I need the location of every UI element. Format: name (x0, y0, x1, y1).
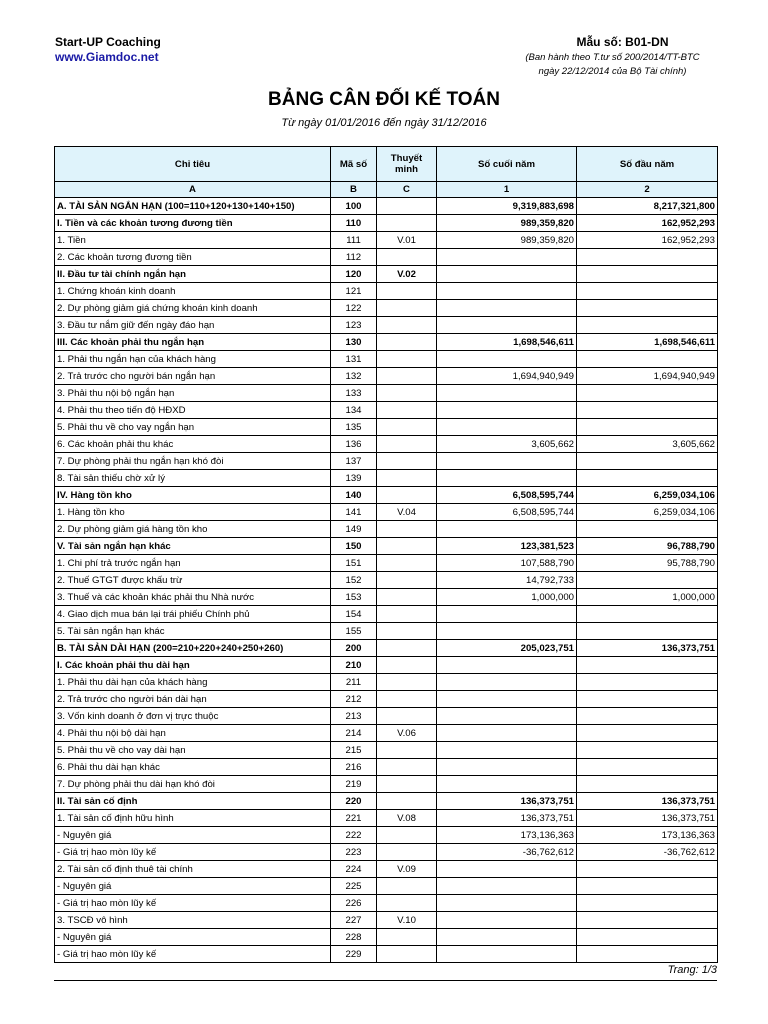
table-row (55, 351, 718, 368)
cell-end-of-year: 136,373,751 (437, 810, 577, 827)
cell-end-of-year (437, 300, 577, 317)
cell-code: 150 (331, 538, 377, 555)
cell-note (377, 793, 437, 810)
cell-item: 1. Phải thu ngắn hạn của khách hàng (55, 351, 331, 368)
cell-beginning-of-year (577, 759, 718, 776)
cell-beginning-of-year (577, 929, 718, 946)
issued-note (505, 51, 720, 79)
cell-beginning-of-year (577, 521, 718, 538)
cell-note (377, 538, 437, 555)
cell-beginning-of-year (577, 708, 718, 725)
cell-code: 130 (331, 334, 377, 351)
cell-beginning-of-year: 162,952,293 (577, 215, 718, 232)
table-row (55, 385, 718, 402)
table-row (55, 436, 718, 453)
cell-note (377, 606, 437, 623)
cell-beginning-of-year (577, 453, 718, 470)
cell-code: 132 (331, 368, 377, 385)
cell-beginning-of-year: 136,373,751 (577, 793, 718, 810)
table-subheader-row (55, 182, 718, 198)
cell-code: 149 (331, 521, 377, 538)
cell-code: 213 (331, 708, 377, 725)
subheader-end: 1 (437, 182, 577, 198)
cell-beginning-of-year (577, 776, 718, 793)
cell-code: 219 (331, 776, 377, 793)
cell-note (377, 742, 437, 759)
cell-end-of-year (437, 283, 577, 300)
cell-item: 4. Phải thu theo tiến độ HĐXD (55, 402, 331, 419)
cell-end-of-year (437, 453, 577, 470)
cell-code: 221 (331, 810, 377, 827)
cell-code: 227 (331, 912, 377, 929)
table-row (55, 657, 718, 674)
cell-beginning-of-year (577, 725, 718, 742)
cell-end-of-year: 1,698,546,611 (437, 334, 577, 351)
website-link[interactable]: www.Giamdoc.net (55, 50, 159, 64)
header-begin: Số đầu năm (577, 147, 718, 182)
cell-note (377, 844, 437, 861)
cell-beginning-of-year: -36,762,612 (577, 844, 718, 861)
cell-item: 5. Phải thu về cho vay ngắn hạn (55, 419, 331, 436)
cell-code: 222 (331, 827, 377, 844)
table-row (55, 504, 718, 521)
table-row (55, 725, 718, 742)
cell-end-of-year: 1,694,940,949 (437, 368, 577, 385)
cell-code: 110 (331, 215, 377, 232)
header-end: Số cuối năm (437, 147, 577, 182)
cell-code: 121 (331, 283, 377, 300)
cell-item: - Nguyên giá (55, 929, 331, 946)
table-row (55, 606, 718, 623)
table-row (55, 232, 718, 249)
cell-end-of-year (437, 946, 577, 963)
header-left (55, 35, 161, 64)
cell-end-of-year (437, 895, 577, 912)
table-row (55, 878, 718, 895)
subheader-code: B (331, 182, 377, 198)
cell-item: III. Các khoản phải thu ngắn hạn (55, 334, 331, 351)
header-item: Chỉ tiêu (55, 147, 331, 182)
cell-item: 2. Thuế GTGT được khấu trừ (55, 572, 331, 589)
table-body (55, 198, 718, 963)
cell-end-of-year (437, 249, 577, 266)
cell-item: 3. Phải thu nội bộ ngắn hạn (55, 385, 331, 402)
cell-beginning-of-year: 1,694,940,949 (577, 368, 718, 385)
cell-code: 140 (331, 487, 377, 504)
cell-beginning-of-year (577, 623, 718, 640)
cell-beginning-of-year (577, 351, 718, 368)
cell-code: 153 (331, 589, 377, 606)
header-code: Mã số (331, 147, 377, 182)
cell-end-of-year (437, 351, 577, 368)
table-row (55, 640, 718, 657)
cell-note (377, 351, 437, 368)
table-row (55, 572, 718, 589)
cell-item: - Nguyên giá (55, 827, 331, 844)
cell-note (377, 878, 437, 895)
cell-note (377, 708, 437, 725)
cell-note (377, 436, 437, 453)
cell-end-of-year: 6,508,595,744 (437, 487, 577, 504)
cell-code: 136 (331, 436, 377, 453)
cell-end-of-year (437, 521, 577, 538)
cell-item: 1. Hàng tồn kho (55, 504, 331, 521)
cell-beginning-of-year (577, 572, 718, 589)
table-row (55, 487, 718, 504)
table-row (55, 215, 718, 232)
cell-beginning-of-year (577, 895, 718, 912)
cell-beginning-of-year: 136,373,751 (577, 640, 718, 657)
cell-note: V.10 (377, 912, 437, 929)
cell-end-of-year: 6,508,595,744 (437, 504, 577, 521)
issued-line-2: ngày 22/12/2014 của Bộ Tài chính) (538, 66, 687, 77)
cell-item: 3. Thuế và các khoản khác phải thu Nhà nước (55, 589, 331, 606)
cell-beginning-of-year (577, 249, 718, 266)
cell-end-of-year: 989,359,820 (437, 232, 577, 249)
cell-code: 141 (331, 504, 377, 521)
cell-end-of-year (437, 878, 577, 895)
cell-end-of-year: 14,792,733 (437, 572, 577, 589)
cell-end-of-year: 3,605,662 (437, 436, 577, 453)
cell-code: 100 (331, 198, 377, 215)
cell-end-of-year (437, 419, 577, 436)
cell-end-of-year (437, 657, 577, 674)
cell-beginning-of-year (577, 742, 718, 759)
cell-code: 200 (331, 640, 377, 657)
cell-note (377, 589, 437, 606)
cell-note (377, 317, 437, 334)
cell-note: V.08 (377, 810, 437, 827)
table-row (55, 283, 718, 300)
cell-item: 5. Phải thu về cho vay dài hạn (55, 742, 331, 759)
cell-note (377, 521, 437, 538)
cell-code: 224 (331, 861, 377, 878)
cell-code: 152 (331, 572, 377, 589)
table-row (55, 674, 718, 691)
table-row (55, 946, 718, 963)
cell-beginning-of-year (577, 385, 718, 402)
table-row (55, 861, 718, 878)
cell-note (377, 759, 437, 776)
table-row (55, 402, 718, 419)
table-header-row (55, 147, 718, 182)
cell-item: 4. Giao dịch mua bán lại trái phiếu Chính phủ (55, 606, 331, 623)
cell-end-of-year (437, 708, 577, 725)
cell-end-of-year (437, 266, 577, 283)
cell-code: 133 (331, 385, 377, 402)
table-row (55, 895, 718, 912)
cell-note (377, 487, 437, 504)
cell-beginning-of-year (577, 912, 718, 929)
cell-beginning-of-year (577, 606, 718, 623)
cell-item: IV. Hàng tồn kho (55, 487, 331, 504)
cell-item: 8. Tài sản thiếu chờ xử lý (55, 470, 331, 487)
cell-item: 1. Tài sản cố định hữu hình (55, 810, 331, 827)
cell-item: II. Đầu tư tài chính ngắn hạn (55, 266, 331, 283)
cell-item: 1. Tiền (55, 232, 331, 249)
cell-item: 2. Các khoản tương đương tiền (55, 249, 331, 266)
cell-note: V.01 (377, 232, 437, 249)
cell-beginning-of-year (577, 470, 718, 487)
cell-code: 223 (331, 844, 377, 861)
cell-end-of-year: 9,319,883,698 (437, 198, 577, 215)
cell-item: 7. Dự phòng phải thu dài hạn khó đòi (55, 776, 331, 793)
cell-code: 210 (331, 657, 377, 674)
cell-code: 215 (331, 742, 377, 759)
cell-code: 225 (331, 878, 377, 895)
cell-item: I. Các khoản phải thu dài hạn (55, 657, 331, 674)
cell-code: 216 (331, 759, 377, 776)
cell-end-of-year (437, 623, 577, 640)
cell-beginning-of-year: 136,373,751 (577, 810, 718, 827)
table-row (55, 708, 718, 725)
cell-item: V. Tài sản ngắn hạn khác (55, 538, 331, 555)
balance-sheet-table (54, 146, 718, 963)
cell-beginning-of-year: 3,605,662 (577, 436, 718, 453)
cell-code: 120 (331, 266, 377, 283)
cell-item: 2. Trả trước cho người bán ngắn hạn (55, 368, 331, 385)
cell-code: 135 (331, 419, 377, 436)
cell-note (377, 198, 437, 215)
cell-note (377, 300, 437, 317)
cell-item: - Giá trị hao mòn lũy kế (55, 844, 331, 861)
cell-beginning-of-year: 1,000,000 (577, 589, 718, 606)
table-row (55, 317, 718, 334)
cell-note (377, 623, 437, 640)
cell-end-of-year (437, 742, 577, 759)
subheader-note: C (377, 182, 437, 198)
cell-code: 122 (331, 300, 377, 317)
cell-note (377, 572, 437, 589)
cell-item: 6. Phải thu dài hạn khác (55, 759, 331, 776)
table-row (55, 521, 718, 538)
cell-note (377, 776, 437, 793)
cell-item: - Giá trị hao mòn lũy kế (55, 895, 331, 912)
table-row (55, 249, 718, 266)
table-row (55, 300, 718, 317)
cell-note: V.09 (377, 861, 437, 878)
cell-end-of-year: 136,373,751 (437, 793, 577, 810)
cell-note (377, 368, 437, 385)
cell-note (377, 657, 437, 674)
cell-note (377, 640, 437, 657)
cell-code: 211 (331, 674, 377, 691)
cell-code: 112 (331, 249, 377, 266)
cell-beginning-of-year: 6,259,034,106 (577, 487, 718, 504)
cell-end-of-year (437, 385, 577, 402)
cell-beginning-of-year (577, 283, 718, 300)
cell-code: 155 (331, 623, 377, 640)
cell-beginning-of-year (577, 691, 718, 708)
cell-end-of-year: -36,762,612 (437, 844, 577, 861)
cell-item: 3. Đầu tư nắm giữ đến ngày đáo hạn (55, 317, 331, 334)
cell-code: 137 (331, 453, 377, 470)
cell-beginning-of-year (577, 317, 718, 334)
cell-item: I. Tiền và các khoản tương đương tiền (55, 215, 331, 232)
document-title: BẢNG CÂN ĐỐI KẾ TOÁN (268, 89, 500, 110)
cell-beginning-of-year (577, 300, 718, 317)
cell-end-of-year (437, 470, 577, 487)
cell-item: 1. Phải thu dài hạn của khách hàng (55, 674, 331, 691)
cell-note (377, 283, 437, 300)
cell-item: - Giá trị hao mòn lũy kế (55, 946, 331, 963)
cell-end-of-year (437, 929, 577, 946)
cell-code: 139 (331, 470, 377, 487)
subheader-begin: 2 (577, 182, 718, 198)
cell-note (377, 334, 437, 351)
table-row (55, 623, 718, 640)
cell-end-of-year (437, 674, 577, 691)
cell-beginning-of-year: 95,788,790 (577, 555, 718, 572)
cell-end-of-year: 1,000,000 (437, 589, 577, 606)
cell-item: 7. Dự phòng phải thu ngắn hạn khó đòi (55, 453, 331, 470)
form-number: Mẫu số: B01-DN (576, 35, 669, 49)
cell-note (377, 215, 437, 232)
cell-item: A. TÀI SẢN NGẮN HẠN (100=110+120+130+140+150) (55, 198, 331, 215)
cell-item: - Nguyên giá (55, 878, 331, 895)
cell-item: 1. Chứng khoán kinh doanh (55, 283, 331, 300)
cell-beginning-of-year: 6,259,034,106 (577, 504, 718, 521)
table-row (55, 538, 718, 555)
cell-note (377, 691, 437, 708)
cell-end-of-year (437, 759, 577, 776)
table-row (55, 419, 718, 436)
cell-end-of-year (437, 317, 577, 334)
table-row (55, 742, 718, 759)
table-row (55, 368, 718, 385)
table-row (55, 555, 718, 572)
page-footer (54, 964, 717, 981)
cell-note: V.06 (377, 725, 437, 742)
cell-note: V.04 (377, 504, 437, 521)
cell-note (377, 946, 437, 963)
cell-end-of-year: 107,588,790 (437, 555, 577, 572)
cell-code: 212 (331, 691, 377, 708)
header-note: Thuyết minh (377, 147, 437, 182)
cell-note (377, 929, 437, 946)
cell-item: 3. TSCĐ vô hình (55, 912, 331, 929)
cell-code: 134 (331, 402, 377, 419)
cell-note (377, 249, 437, 266)
cell-note (377, 453, 437, 470)
table-row (55, 929, 718, 946)
cell-item: 4. Phải thu nội bộ dài hạn (55, 725, 331, 742)
cell-item: B. TÀI SẢN DÀI HẠN (200=210+220+240+250+260) (55, 640, 331, 657)
table-row (55, 827, 718, 844)
table-row (55, 793, 718, 810)
cell-code: 131 (331, 351, 377, 368)
cell-beginning-of-year (577, 946, 718, 963)
cell-beginning-of-year: 96,788,790 (577, 538, 718, 555)
cell-item: II. Tài sản cố định (55, 793, 331, 810)
cell-beginning-of-year (577, 266, 718, 283)
cell-code: 214 (331, 725, 377, 742)
cell-end-of-year: 173,136,363 (437, 827, 577, 844)
cell-note (377, 385, 437, 402)
cell-end-of-year (437, 861, 577, 878)
table-row (55, 453, 718, 470)
cell-end-of-year (437, 725, 577, 742)
cell-end-of-year (437, 776, 577, 793)
cell-code: 111 (331, 232, 377, 249)
cell-code: 228 (331, 929, 377, 946)
table-row (55, 776, 718, 793)
table-row (55, 691, 718, 708)
cell-beginning-of-year (577, 402, 718, 419)
cell-item: 6. Các khoản phải thu khác (55, 436, 331, 453)
cell-item: 2. Dự phòng giảm giá chứng khoán kinh doanh (55, 300, 331, 317)
table-row (55, 759, 718, 776)
cell-beginning-of-year (577, 419, 718, 436)
cell-item: 5. Tài sản ngắn hạn khác (55, 623, 331, 640)
cell-beginning-of-year (577, 657, 718, 674)
cell-item: 2. Trả trước cho người bán dài hạn (55, 691, 331, 708)
cell-item: 2. Dự phòng giảm giá hàng tồn kho (55, 521, 331, 538)
cell-beginning-of-year: 162,952,293 (577, 232, 718, 249)
cell-beginning-of-year (577, 861, 718, 878)
cell-end-of-year (437, 606, 577, 623)
subheader-item: A (55, 182, 331, 198)
table-row (55, 198, 718, 215)
cell-end-of-year: 989,359,820 (437, 215, 577, 232)
cell-note (377, 555, 437, 572)
table-row (55, 334, 718, 351)
cell-beginning-of-year: 173,136,363 (577, 827, 718, 844)
table-row (55, 589, 718, 606)
cell-beginning-of-year (577, 878, 718, 895)
cell-note (377, 419, 437, 436)
header-right (505, 35, 720, 79)
cell-note (377, 402, 437, 419)
company-name: Start-UP Coaching (55, 35, 161, 49)
cell-code: 123 (331, 317, 377, 334)
cell-code: 229 (331, 946, 377, 963)
page-number: Trang: 1/3 (667, 964, 717, 976)
issued-line-1: (Ban hành theo T.tư số 200/2014/TT-BTC (525, 52, 700, 63)
cell-end-of-year (437, 912, 577, 929)
table-row (55, 844, 718, 861)
cell-beginning-of-year: 1,698,546,611 (577, 334, 718, 351)
cell-note (377, 470, 437, 487)
cell-end-of-year (437, 691, 577, 708)
cell-end-of-year: 123,381,523 (437, 538, 577, 555)
cell-item: 3. Vốn kinh doanh ở đơn vị trực thuộc (55, 708, 331, 725)
cell-item: 2. Tài sản cố định thuê tài chính (55, 861, 331, 878)
cell-end-of-year: 205,023,751 (437, 640, 577, 657)
report-period: Từ ngày 01/01/2016 đến ngày 31/12/2016 (281, 117, 487, 129)
cell-code: 154 (331, 606, 377, 623)
cell-code: 226 (331, 895, 377, 912)
cell-item: 1. Chi phí trả trước ngắn hạn (55, 555, 331, 572)
cell-end-of-year (437, 402, 577, 419)
cell-note: V.02 (377, 266, 437, 283)
cell-beginning-of-year (577, 674, 718, 691)
table-row (55, 266, 718, 283)
cell-note (377, 895, 437, 912)
cell-beginning-of-year: 8,217,321,800 (577, 198, 718, 215)
table-row (55, 810, 718, 827)
table-row (55, 912, 718, 929)
cell-code: 220 (331, 793, 377, 810)
cell-note (377, 674, 437, 691)
cell-note (377, 827, 437, 844)
table-row (55, 470, 718, 487)
cell-code: 151 (331, 555, 377, 572)
